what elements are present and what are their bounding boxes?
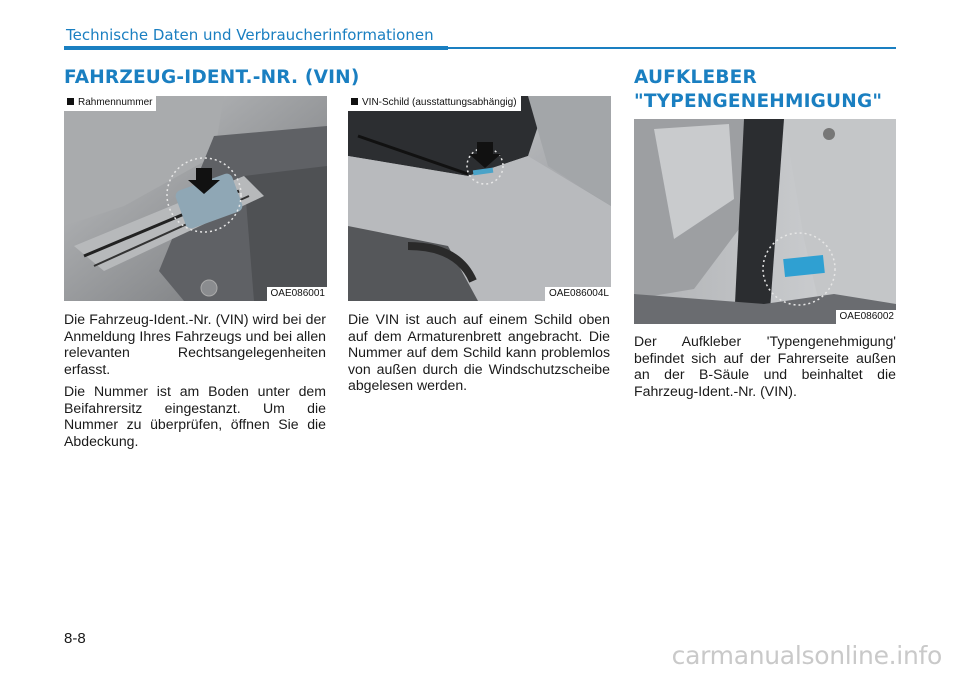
figure-code: OAE086002 [836,310,897,324]
windshield-vin-photo [348,96,611,301]
figure-caption: VIN-Schild (ausstattungsabhängig) [348,96,521,111]
sticker-title-line2: "TYPENGENEHMIGUNG" [634,91,883,112]
figure-code: OAE086001 [267,287,328,301]
sticker-section-title [634,66,882,114]
photo-frame-number [64,96,327,301]
floor-vin-photo [64,96,327,301]
sticker-title-line1: AUFKLEBER [634,67,757,88]
paragraph: Die VIN ist auch auf einem Schild oben auf dem Armaturenbrett angebracht. Die Nummer auf dem Schild kann problemlos von außen durch die Windschutzscheibe abgelesen werden. [348,311,610,393]
paragraph: Die Nummer ist am Boden unter dem Beifahrersitz eingestanzt. Um die Nummer zu überprüfen, öffnen Sie die Abdeckung. [64,383,326,449]
paragraph: Die Fahrzeug-Ident.-Nr. (VIN) wird bei der Anmeldung Ihres Fahrzeugs und bei allen relevanten Rechtsangelegenheiten erfasst. [64,311,326,377]
square-bullet-icon [351,98,358,105]
page-number: 8-8 [64,630,86,647]
watermark: carmanualsonline.info [671,641,942,670]
sticker-text [634,333,896,405]
photo-vin-plate [348,96,611,301]
vin-section-title: FAHRZEUG-IDENT.-NR. (VIN) [64,67,360,88]
header-title: Technische Daten und Verbraucherinformationen [66,26,434,44]
vin-text-column1 [64,311,326,455]
b-pillar-sticker-photo [634,119,896,324]
figure-code: OAE086004L [545,287,611,301]
square-bullet-icon [67,98,74,105]
vin-text-column2 [348,311,610,400]
header-rule-thin [448,47,896,49]
photo-b-pillar [634,119,896,324]
figure-caption: Rahmennummer [64,96,156,111]
paragraph: Der Aufkleber 'Typengenehmigung' befindet sich auf der Fahrerseite außen an der B-Säule und beinhaltet die Fahrzeug-Ident.-Nr. (VIN). [634,333,896,399]
header-rule-thick [64,46,448,50]
